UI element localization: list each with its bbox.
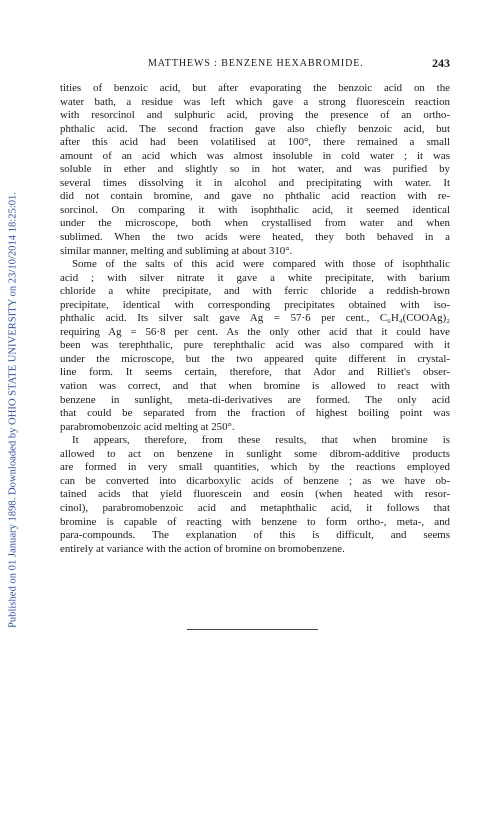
article-body [60,82,450,556]
page-number: 243 [432,56,450,70]
download-watermark [6,80,20,740]
text-line: phthalic acid. The second fraction gave also chiefly benzoic acid, but [60,122,450,135]
text-line: under the microscope, both when crystallised from water and when [60,217,450,230]
text-line: been was terephthalic, pure terephthalic acid was also compared with it [60,339,450,352]
end-rule [187,629,318,630]
paragraph-first-line: It appears, therefore, from these results, that when bromine is [72,434,450,447]
text-line: can be converted into dicarboxylic acids of benzene ; as we have ob- [60,474,450,487]
text-line: tained acids that yield fluorescein and eosin (when heated with resor- [60,488,450,501]
text-line: acid ; with silver nitrate it gave a white precipitate, with barium [60,271,450,284]
text-line: did not contain bromine, and gave no phthalic acid reaction with re- [60,190,450,203]
text-line: precipitate, identical with corresponding precipitates obtained with iso- [60,298,450,311]
text-line: benzene in sunlight, meta-di-derivatives are formed. The only acid [60,393,450,406]
text-line: water bath, a residue was left which gave a strong fluorescein reaction [60,95,450,108]
text-line: after this acid had been volatilised at 100°, there remained a small [60,136,450,149]
text-line: cinol), parabromobenzoic acid and metaphthalic acid, it follows that [60,501,450,514]
text-line: with resorcinol and sulphuric acid, proving the presence of an ortho- [60,109,450,122]
text-line: phthalic acid. Its silver salt gave Ag = 57·6 per cent., C₆H₄(COOAg)₂ [60,312,450,325]
text-line: para-compounds. The explanation of this is difficult, and seems [60,529,450,542]
text-line: amount of an acid which was almost insoluble in cold water ; it was [60,149,450,162]
paragraph-first-line: Some of the salts of this acid were compared with those of isophthalic [72,258,450,271]
text-line: tities of benzoic acid, but after evaporating the benzoic acid on the [60,82,450,94]
text-line: several times dissolving it in alcohol and precipitating with water. It [60,176,450,189]
page-header [60,56,450,72]
text-line: entirely at variance with the action of bromine on bromobenzene. [60,542,345,555]
text-line: vation was correct, and that when bromine is allowed to react with [60,380,450,393]
text-line: are formed in very small quantities, which by the reactions employed [60,461,450,474]
text-line: sorcinol. On comparing it with isophthalic acid, it seemed identical [60,203,450,216]
text-line: bromine is capable of reacting with benzene to form ortho-, meta-, and [60,515,450,528]
text-line: parabromobenzoic acid melting at 250°. [60,420,235,433]
text-line: requiring Ag = 56·8 per cent. As the only other acid that it could have [60,325,450,338]
text-line: line form. It seems certain, therefore, that Ador and Rilliet's obser- [60,366,450,379]
text-line: sublimed. When the two acids were heated, they both behaved in a [60,231,450,244]
text-line: under the microscope, but the two appeared quite different in crystal- [60,352,450,365]
text-line: soluble in ether and slightly so in hot water, and was purified by [60,163,450,176]
running-head: MATTHEWS : BENZENE HEXABROMIDE. [148,58,364,69]
download-watermark-text: Published on 01 January 1898. Downloaded by OHIO STATE UNIVERSITY on 23/10/2014 18:25:01. [7,191,19,629]
text-line: that could be separated from the fraction of highest boiling point was [60,407,450,420]
text-line: similar manner, melting and subliming at about 310°. [60,244,293,257]
text-line: chloride a white precipitate, and with ferric chloride a reddish-brown [60,285,450,298]
text-line: allowed to act on benzene in sunlight some dibrom-additive products [60,447,450,460]
